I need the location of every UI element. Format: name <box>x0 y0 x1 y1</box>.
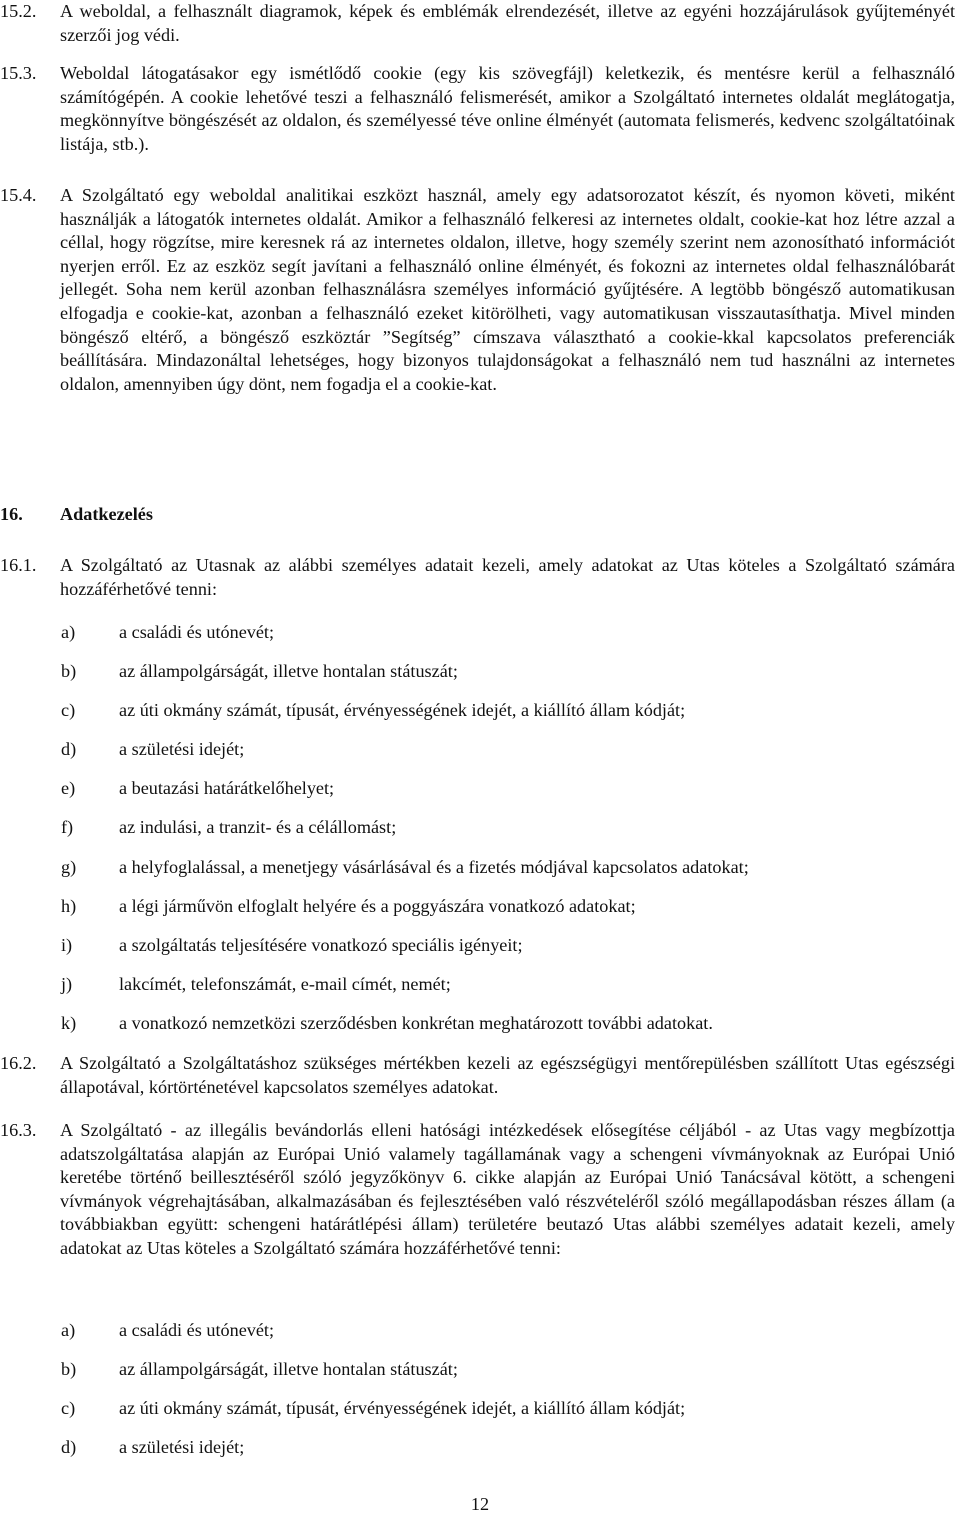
list-item-text: az állampolgárságát, illetve hontalan státuszát; <box>119 661 458 681</box>
section-number: 16.3. <box>0 1120 37 1140</box>
list-item-label: k) <box>61 1013 77 1033</box>
list-item-label: c) <box>61 1398 76 1418</box>
list-item-label: h) <box>61 896 77 916</box>
list-item-text: a családi és utónevét; <box>119 622 275 642</box>
section-15-4 <box>0 184 955 396</box>
list-item-text: a vonatkozó nemzetközi szerződésben konkrétan meghatározott további adatokat. <box>119 1013 713 1033</box>
heading-number: 16. <box>0 504 23 524</box>
list-item-text: az indulási, a tranzit- és a célállomást; <box>119 817 397 837</box>
section-16-2 <box>0 1052 955 1099</box>
list-item-label: a) <box>61 622 76 642</box>
list-item-label: b) <box>61 1359 77 1379</box>
list-item-text: a születési idejét; <box>119 739 245 759</box>
section-text: Weboldal látogatásakor egy ismétlődő cookie (egy kis szövegfájl) keletkezik, és mentésre kerül a felhasználó számítógépén. A cookie lehetővé teszi a felhasználó felismerését, amikor a Szolgáltató internetes oldalát meglátogatja, megkönnyítve böngészését az oldalon, és személyessé téve online élményét (automata felismerés, kedvenc szolgáltatóinak listája, stb.). <box>60 63 955 154</box>
section-number: 15.3. <box>0 63 37 83</box>
section-text: A Szolgáltató - az illegális bevándorlás elleni hatósági intézkedések elősegítése céljából - az Utas vagy megbízottja adatszolgáltatása alapján az Európai Unió valamely tagállamának vagy a schengeni vívmányoknak az Európai Unió keretébe történő beillesztéséről szóló jegyzőkönyv 6. cikke alapján az Európai Unió Tanácsával kötött, a schengeni vívmányok végrehajtásában, alkalmazásában és fejlesztésében való részvételéről szóló megállapodásban részes állam (a továbbiakban együtt: schengeni határátlépési állam) területére beutazó Utas alábbi személyes adatait kezeli, amely adatokat az Utas köteles a Szolgáltató számára hozzáférhetővé tenni: <box>60 1120 955 1258</box>
list-item-text: a légi járművön elfoglalt helyére és a poggyászára vonatkozó adatokat; <box>119 896 636 916</box>
list-item-label: a) <box>61 1320 76 1340</box>
section-15-2 <box>0 0 955 47</box>
section-15-3 <box>0 62 955 156</box>
list-item-label: f) <box>61 817 74 837</box>
list-item-text: a születési idejét; <box>119 1437 245 1457</box>
list-item-text: lakcímét, telefonszámát, e-mail címét, nemét; <box>119 974 451 994</box>
list-item-text: az úti okmány számát, típusát, érvényességének idejét, a kiállító állam kódját; <box>119 1398 686 1418</box>
section-number: 16.2. <box>0 1053 37 1073</box>
section-number: 15.2. <box>0 1 37 21</box>
page-number: 12 <box>470 1494 490 1514</box>
list-item-text: az állampolgárságát, illetve hontalan státuszát; <box>119 1359 458 1379</box>
section-number: 15.4. <box>0 185 37 205</box>
section-16-3 <box>0 1119 955 1261</box>
list-item-label: g) <box>61 857 77 877</box>
section-text: A weboldal, a felhasznált diagramok, képek és emblémák elrendezését, illetve az egyéni hozzájárulások gyűjteményét szerzői jog védi. <box>60 1 955 45</box>
list-item-text: a beutazási határátkelőhelyet; <box>119 778 335 798</box>
list-item-label: c) <box>61 700 76 720</box>
list-item-label: d) <box>61 739 77 759</box>
list-item-label: j) <box>61 974 73 994</box>
list-item-text: a családi és utónevét; <box>119 1320 275 1340</box>
section-16-1 <box>0 554 955 601</box>
list-item-text: a helyfoglalással, a menetjegy vásárlásával és a fizetés módjával kapcsolatos adatokat; <box>119 857 749 877</box>
list-item-label: d) <box>61 1437 77 1457</box>
section-number: 16.1. <box>0 555 37 575</box>
list-item-label: e) <box>61 778 76 798</box>
section-text: A Szolgáltató az Utasnak az alábbi személyes adatait kezeli, amely adatokat az Utas köteles a Szolgáltató számára hozzáférhetővé tenni: <box>60 555 955 599</box>
section-text: A Szolgáltató egy weboldal analitikai eszközt használ, amely egy adatsorozatot készít, és nyomon követi, miként használják a látogatók internetes oldalát. Amikor a felhasználó felkeresi az internetes oldalt, cookie-kat hoz létre azzal a céllal, hogy rögzítse, mire keresnek rá az internetes oldalon, illetve, hogy személy szerint nem azonosítható információt nyerjen erről. Ez az eszköz segít javítani a felhasználó online élményét, és fokozni az internetes oldal felhasználóbarát jellegét. Soha nem kerül azonban felhasználásra személyes információ gyűjtésére. A legtöbb böngésző automatikusan elfogadja e cookie-kat, azonban a felhasználó ezeket kitörölheti, vagy automatikusan visszautasíthatja. Mivel minden böngésző eltérő, a böngésző eszköztár ”Segítség” címszava választható a cookie-kkal kapcsolatos preferenciák beállítására. Mindazonáltal lehetséges, hogy bizonyos tulajdonságokat a felhasználó nem tud használni az internetes oldalon, amennyiben úgy dönt, nem fogadja el a cookie-kat. <box>60 185 955 394</box>
list-item-text: az úti okmány számát, típusát, érvényességének idejét, a kiállító állam kódját; <box>119 700 686 720</box>
heading-title: Adatkezelés <box>60 504 153 524</box>
list-item-label: i) <box>61 935 73 955</box>
section-text: A Szolgáltató a Szolgáltatáshoz szükséges mértékben kezeli az egészségügyi mentőrepülésben szállított Utas egészségi állapotával, kórtörténetével kapcsolatos személyes adatokat. <box>60 1053 955 1097</box>
list-item-label: b) <box>61 661 77 681</box>
list-item-text: a szolgáltatás teljesítésére vonatkozó speciális igényeit; <box>119 935 523 955</box>
